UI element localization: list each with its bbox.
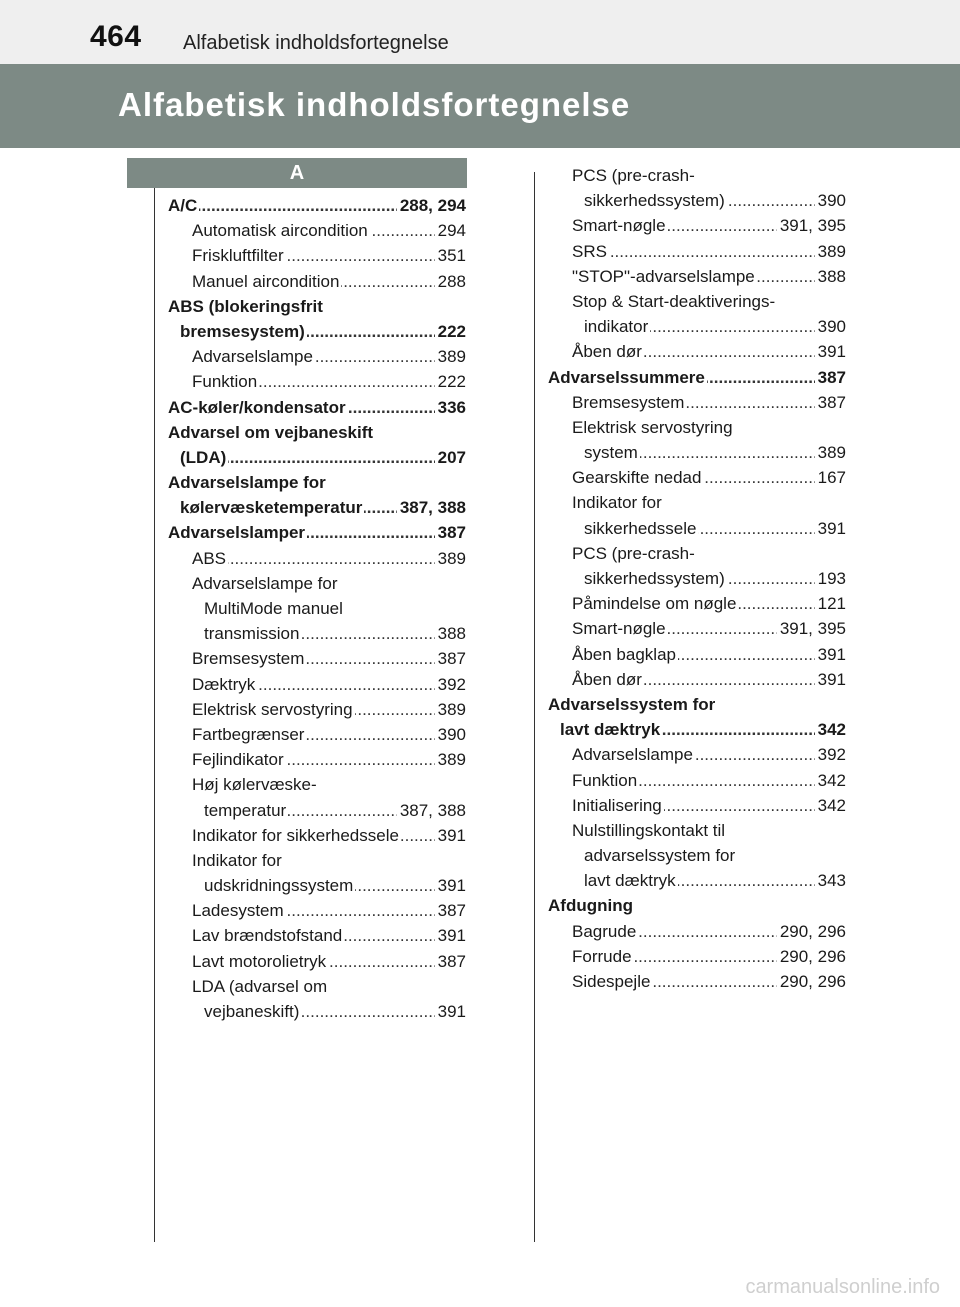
index-entry <box>548 893 846 918</box>
index-entry-page[interactable]: 391 <box>815 642 846 667</box>
index-entry <box>548 793 846 818</box>
index-entry-page[interactable]: 288, 294 <box>397 193 466 218</box>
index-entry-text: Friskluftfilter <box>192 243 286 268</box>
index-entry-page[interactable]: 391 <box>435 999 466 1024</box>
index-entry-page[interactable]: 288 <box>435 269 466 294</box>
index-entry-page[interactable]: 387 <box>435 898 466 923</box>
index-entry <box>168 319 466 344</box>
index-entry-text: lavt dæktryk <box>560 717 662 742</box>
index-entry <box>168 546 466 571</box>
index-entry-text: Åben bagklap <box>572 642 678 667</box>
index-entry <box>548 768 846 793</box>
watermark: carmanualsonline.info <box>745 1276 940 1298</box>
index-column-left <box>168 193 466 1024</box>
index-entry-text: lavt dæktryk <box>584 868 678 893</box>
chapter-title: Alfabetisk indholdsfortegnelse <box>118 86 631 123</box>
index-entry-text: Funktion <box>572 768 639 793</box>
index-entry-text: Advarselssystem for <box>548 692 717 717</box>
index-entry-text: Stop & Start-deaktiverings- <box>572 289 777 314</box>
index-entry-text: Advarselslampe for <box>168 470 328 495</box>
index-entry-page[interactable]: 391, 395 <box>777 616 846 641</box>
index-entry <box>168 344 466 369</box>
index-entry-page[interactable]: 391, 395 <box>777 213 846 238</box>
index-entry <box>168 621 466 646</box>
index-entry-page[interactable]: 121 <box>815 591 846 616</box>
index-entry-text: advarselssystem for <box>584 843 737 868</box>
page-number: 464 <box>90 20 142 53</box>
index-entry-text: SRS <box>572 239 609 264</box>
index-entry <box>548 919 846 944</box>
index-entry <box>168 369 466 394</box>
index-entry-page[interactable]: 391 <box>435 923 466 948</box>
index-entry <box>168 420 466 445</box>
index-entry <box>548 868 846 893</box>
index-entry-page[interactable]: 391 <box>435 823 466 848</box>
index-entry-text: A/C <box>168 193 199 218</box>
index-entry <box>548 289 846 314</box>
index-entry-page[interactable]: 390 <box>815 188 846 213</box>
index-entry-text: Bagrude <box>572 919 638 944</box>
index-entry <box>548 465 846 490</box>
index-entry <box>168 193 466 218</box>
index-entry-text: ABS <box>192 546 228 571</box>
index-entry-text: Advarselslamper <box>168 520 307 545</box>
index-entry-page[interactable]: 389 <box>815 239 846 264</box>
index-entry-text: Indikator for <box>192 848 284 873</box>
index-entry-text: sikkerhedssele <box>584 516 698 541</box>
index-entry-page[interactable]: 167 <box>815 465 846 490</box>
index-entry-page[interactable]: 391 <box>435 873 466 898</box>
index-entry-text: Advarselssummere <box>548 365 707 390</box>
index-entry <box>548 365 846 390</box>
index-entry-text: Åben dør <box>572 667 644 692</box>
index-entry-page[interactable]: 389 <box>435 344 466 369</box>
index-entry <box>548 642 846 667</box>
index-entry <box>548 742 846 767</box>
section-letter-heading: A <box>127 158 467 188</box>
index-entry <box>168 823 466 848</box>
index-entry <box>168 596 466 621</box>
index-entry-page[interactable]: 387, 388 <box>397 798 466 823</box>
index-entry-text: Advarselslampe <box>572 742 695 767</box>
index-entry <box>168 495 466 520</box>
index-entry <box>548 314 846 339</box>
index-entry <box>168 294 466 319</box>
index-column-right <box>548 163 846 994</box>
index-entry-page[interactable]: 387 <box>815 365 846 390</box>
index-entry-text: (LDA) <box>180 445 228 470</box>
index-entry-text: Bremsesystem <box>572 390 686 415</box>
index-entry <box>548 616 846 641</box>
index-entry-text: Advarsel om vejbaneskift <box>168 420 375 445</box>
index-entry-page[interactable]: 390 <box>815 314 846 339</box>
index-entry-text: Nulstillingskontakt til <box>572 818 727 843</box>
index-entry <box>548 163 846 188</box>
index-entry-text: Dæktryk <box>192 672 257 697</box>
index-entry-text: system <box>584 440 640 465</box>
dot-leader <box>192 546 466 571</box>
index-entry <box>548 944 846 969</box>
index-entry-page[interactable]: 391 <box>815 339 846 364</box>
index-entry <box>168 243 466 268</box>
index-entry-page[interactable]: 387 <box>815 390 846 415</box>
index-entry <box>548 440 846 465</box>
index-entry-text: ABS (blokeringsfrit <box>168 294 325 319</box>
index-entry-text: "STOP"-advarselslampe <box>572 264 757 289</box>
index-entry-text: Lavt motorolietryk <box>192 949 328 974</box>
index-entry <box>168 395 466 420</box>
index-entry <box>168 747 466 772</box>
index-entry-text: bremsesystem) <box>180 319 307 344</box>
index-entry <box>548 390 846 415</box>
index-entry <box>168 848 466 873</box>
index-entry-text: PCS (pre-crash- <box>572 541 697 566</box>
index-entry-page[interactable]: 388 <box>815 264 846 289</box>
index-entry-text: kølervæsketemperatur <box>180 495 364 520</box>
index-entry <box>548 213 846 238</box>
index-entry-text: Gearskifte nedad <box>572 465 703 490</box>
index-entry <box>168 923 466 948</box>
index-entry-text: Fejlindikator <box>192 747 286 772</box>
index-entry <box>168 672 466 697</box>
index-entry <box>548 843 846 868</box>
index-entry-text: indikator <box>584 314 650 339</box>
index-entry <box>548 516 846 541</box>
index-entry-page[interactable]: 294 <box>435 218 466 243</box>
index-entry <box>168 722 466 747</box>
index-entry <box>168 949 466 974</box>
index-entry <box>548 490 846 515</box>
index-entry-text: Åben dør <box>572 339 644 364</box>
index-entry-page[interactable]: 388 <box>435 621 466 646</box>
index-entry <box>168 974 466 999</box>
index-entry-text: Initialisering <box>572 793 664 818</box>
index-entry-page[interactable]: 387, 388 <box>397 495 466 520</box>
index-entry-text: Forrude <box>572 944 634 969</box>
index-entry-text: Lav brændstofstand <box>192 923 344 948</box>
index-entry-text: Smart-nøgle <box>572 213 668 238</box>
index-entry-page[interactable]: 387 <box>435 646 466 671</box>
index-entry <box>548 188 846 213</box>
index-entry-page[interactable]: 390 <box>435 722 466 747</box>
index-entry-text: AC-køler/kondensator <box>168 395 348 420</box>
index-entry-text: Funktion <box>192 369 259 394</box>
dot-leader <box>572 239 846 264</box>
index-entry <box>548 566 846 591</box>
index-entry <box>548 339 846 364</box>
index-entry-text: Påmindelse om nøgle <box>572 591 738 616</box>
index-entry <box>548 239 846 264</box>
index-entry <box>168 269 466 294</box>
index-entry-text: Indikator for sikkerhedssele <box>192 823 401 848</box>
index-entry-text: Høj kølervæske- <box>192 772 319 797</box>
index-entry-page[interactable]: 193 <box>815 566 846 591</box>
index-entry <box>548 667 846 692</box>
index-entry-page[interactable]: 387 <box>435 949 466 974</box>
index-entry-page[interactable]: 389 <box>815 440 846 465</box>
index-entry-page[interactable]: 290, 296 <box>777 919 846 944</box>
index-entry-text: Ladesystem <box>192 898 286 923</box>
index-entry-text: sikkerhedssystem) <box>584 566 727 591</box>
index-entry-text: Advarselslampe for <box>192 571 340 596</box>
index-entry <box>548 818 846 843</box>
index-entry <box>548 415 846 440</box>
index-entry <box>548 591 846 616</box>
index-entry-text: Advarselslampe <box>192 344 315 369</box>
left-column-rule <box>154 188 155 1242</box>
index-entry-text: temperatur <box>204 798 288 823</box>
index-entry <box>548 541 846 566</box>
index-entry <box>168 218 466 243</box>
index-entry-text: Elektrisk servostyring <box>572 415 735 440</box>
index-entry-text: Sidespejle <box>572 969 652 994</box>
index-entry-page[interactable]: 222 <box>435 319 466 344</box>
index-entry-page[interactable]: 222 <box>435 369 466 394</box>
index-entry-text: Fartbegrænser <box>192 722 306 747</box>
index-entry <box>168 571 466 596</box>
index-entry-page[interactable]: 351 <box>435 243 466 268</box>
index-entry-page[interactable]: 392 <box>815 742 846 767</box>
index-entry <box>168 898 466 923</box>
index-entry-page[interactable]: 290, 296 <box>777 944 846 969</box>
index-entry-text: transmission <box>204 621 301 646</box>
index-entry <box>548 969 846 994</box>
index-entry-text: Automatisk aircondition <box>192 218 370 243</box>
index-entry-text: Indikator for <box>572 490 664 515</box>
index-entry-page[interactable]: 290, 296 <box>777 969 846 994</box>
index-entry <box>168 873 466 898</box>
index-entry <box>168 520 466 545</box>
index-entry-page[interactable]: 343 <box>815 868 846 893</box>
index-entry-page[interactable]: 389 <box>435 546 466 571</box>
index-entry-page[interactable]: 336 <box>435 395 466 420</box>
index-entry-page[interactable]: 342 <box>815 793 846 818</box>
index-entry-text: LDA (advarsel om <box>192 974 329 999</box>
index-entry <box>168 798 466 823</box>
index-entry <box>168 697 466 722</box>
index-entry-text: Bremsesystem <box>192 646 306 671</box>
index-entry <box>168 470 466 495</box>
running-header-title: Alfabetisk indholdsfortegnelse <box>183 32 449 54</box>
chapter-banner <box>0 64 960 148</box>
index-entry <box>548 717 846 742</box>
index-entry-page[interactable]: 391 <box>815 667 846 692</box>
index-entry-text: Smart-nøgle <box>572 616 668 641</box>
index-entry-page[interactable]: 387 <box>435 520 466 545</box>
index-entry <box>168 999 466 1024</box>
index-entry-page[interactable]: 391 <box>815 516 846 541</box>
index-entry-text: Elektrisk servostyring <box>192 697 355 722</box>
index-entry-text: vejbaneskift) <box>204 999 301 1024</box>
index-entry-page[interactable]: 342 <box>815 717 846 742</box>
index-entry-page[interactable]: 389 <box>435 747 466 772</box>
index-entry <box>168 772 466 797</box>
index-entry <box>548 264 846 289</box>
index-entry-page[interactable]: 207 <box>435 445 466 470</box>
index-entry-text: Manuel aircondition <box>192 269 341 294</box>
index-entry <box>548 692 846 717</box>
index-entry-text: sikkerhedssystem) <box>584 188 727 213</box>
index-entry-text: MultiMode manuel <box>204 596 345 621</box>
page-header-bar <box>0 0 960 64</box>
index-entry-text: udskridningssystem <box>204 873 355 898</box>
index-entry-page[interactable]: 389 <box>435 697 466 722</box>
index-entry <box>168 445 466 470</box>
index-entry <box>168 646 466 671</box>
index-entry-text: PCS (pre-crash- <box>572 163 697 188</box>
index-entry-page[interactable]: 342 <box>815 768 846 793</box>
index-entry-text: Afdugning <box>548 893 635 918</box>
right-column-rule <box>534 172 535 1242</box>
index-entry-page[interactable]: 392 <box>435 672 466 697</box>
